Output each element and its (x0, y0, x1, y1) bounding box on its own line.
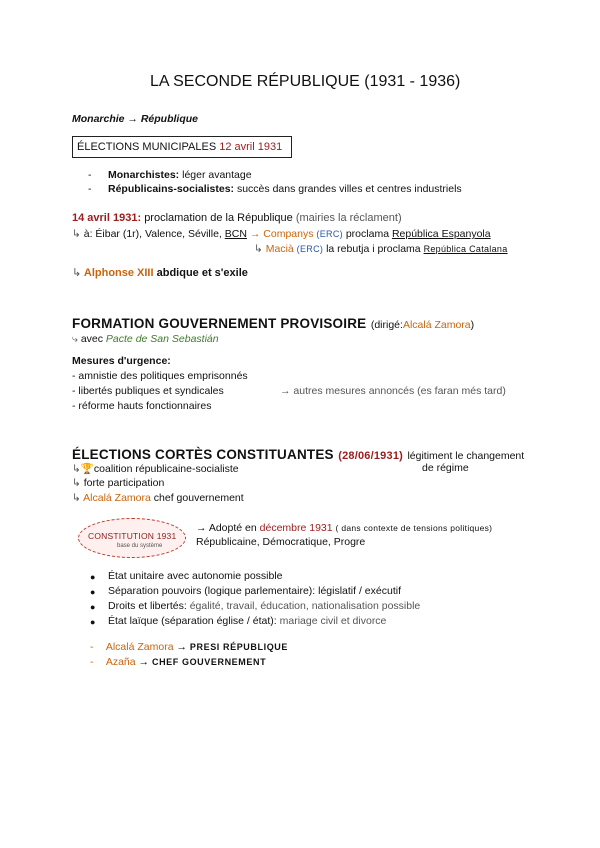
result-term: Républicains-socialistes: (108, 183, 235, 195)
rep-cat-text: República Catalana (423, 244, 508, 254)
leader-name: Alcalá Zamora (105, 641, 174, 653)
pacte-text: Pacte de San Sebastián (105, 333, 219, 345)
trophy-icon: 🏆 (80, 463, 94, 475)
cities-text: à: Éibar (1r), Valence, Séville, (83, 228, 222, 240)
leader-line: - Alcalá Zamora → PRESI RÉPUBLIQUE (90, 641, 289, 653)
bullet-text: État laïque (séparation église / état): (108, 615, 277, 627)
pacte-line (72, 333, 219, 346)
formation-dirige: (dirigé: (370, 319, 403, 331)
adopte-text: → Adopté en (196, 522, 257, 534)
companys-text: Companys (263, 228, 314, 240)
proclamation-line (72, 212, 402, 224)
bullet-icon: ● (90, 602, 96, 612)
proclamation-text: proclamation de la République (144, 212, 293, 224)
qualities-line: Républicaine, Démocratique, Progre (196, 536, 366, 548)
result-term: Monarchistes: (108, 169, 180, 181)
arrow-icon: ↳ (72, 463, 81, 475)
arrow-icon: ↳ (72, 267, 82, 279)
zamora-text: Alcalá Zamora (83, 492, 151, 504)
mesures-side-note: → autres mesures annoncés (es faran més tard) (280, 385, 506, 397)
stamp-sub: base du système (117, 543, 163, 549)
erc-badge: (ERC) (296, 244, 324, 254)
mesure-item: - amnistie des politiques emprisonnés (72, 370, 248, 382)
result-text: succès dans grandes villes et centres industriels (236, 183, 462, 195)
cortes-line (72, 462, 239, 475)
cortes-line (72, 492, 244, 504)
constitution-bullet (108, 600, 420, 612)
subtitle: Monarchie → République (72, 113, 199, 125)
arrow-icon: ↳ (72, 477, 81, 489)
macia-line (254, 243, 508, 255)
chef-text: chef gouvernement (153, 492, 244, 504)
bullet-text: Droits et libertés: (108, 600, 187, 612)
adopte-date: décembre 1931 (259, 522, 333, 534)
bullet-icon: ● (90, 617, 96, 627)
result-text: léger avantage (182, 169, 252, 181)
result-item (108, 183, 462, 195)
leader-role: PRESI RÉPUBLIQUE (189, 642, 289, 652)
mesure-item: - libertés publiques et syndicales (72, 385, 224, 397)
macia-text: Macià (265, 243, 294, 255)
alphonse-name: Alphonse XIII (83, 267, 154, 279)
arrow-icon: ↳ (72, 492, 81, 504)
cortes-date: (28/06/1931) (338, 450, 403, 462)
bullet-extra: égalité, travail, éducation, nationalisation possible (189, 600, 421, 612)
proclamation-date: 14 avril 1931: (72, 212, 142, 224)
proclama-text: la rebutja i proclama (326, 243, 421, 255)
bullet-text: Séparation pouvoirs (logique parlementaire): législatif / exécutif (108, 585, 401, 597)
formation-title: FORMATION GOUVERNEMENT PROVISOIRE (72, 316, 367, 331)
cortes-line-text: coalition républicaine-socialiste (93, 463, 239, 475)
arrow-icon: ↳ (254, 243, 263, 255)
cities-line (72, 228, 491, 240)
constitution-bullet (108, 615, 386, 627)
mesure-item: - réforme hauts fonctionnaires (72, 400, 212, 412)
constitution-bullet (108, 570, 283, 582)
cortes-title: ÉLECTIONS CORTÈS CONSTITUANTES (72, 447, 334, 462)
adopte-context: ( dans contexte de tensions politiques) (335, 523, 493, 533)
leader-line: - Azaña → CHEF GOUVERNEMENT (90, 656, 267, 668)
formation-leader: Alcalá Zamora (402, 319, 471, 331)
cortes-note-2: de régime (422, 462, 469, 474)
bcn-text: BCN (224, 228, 247, 240)
curve-arrow-icon: ⤷ (72, 333, 78, 345)
box-label: ÉLECTIONS MUNICIPALES (77, 141, 217, 153)
leader-name: Azaña (105, 656, 136, 668)
page-title: LA SECONDE RÉPUBLIQUE (1931 - 1936) (150, 73, 461, 90)
mesures-heading: Mesures d'urgence: (72, 355, 171, 367)
leader-role: CHEF GOUVERNEMENT (151, 657, 267, 667)
proclama-text: proclama (345, 228, 390, 240)
arrow-icon: → (249, 228, 261, 240)
stamp-title: CONSTITUTION 1931 (88, 531, 177, 541)
alphonse-line (72, 266, 248, 279)
bullet-extra: mariage civil et divorce (279, 615, 387, 627)
alphonse-text: abdique et s'exile (156, 267, 248, 279)
erc-badge: (ERC) (316, 229, 343, 239)
arrow-icon: ↳ (72, 228, 81, 240)
cortes-line-text: forte participation (83, 477, 165, 489)
bullet-icon: ● (90, 572, 96, 582)
avec-text: avec (80, 333, 103, 345)
proclamation-note: (mairies la réclament) (295, 212, 402, 224)
elections-box (72, 136, 292, 158)
adopte-line (196, 522, 492, 534)
cortes-line (72, 477, 164, 489)
constitution-bullet (108, 585, 401, 597)
bullet-text: État unitaire avec autonomie possible (108, 570, 283, 582)
rep-esp-text: República Espanyola (391, 228, 491, 240)
result-item (108, 169, 252, 181)
bullet-icon: ● (90, 587, 96, 597)
formation-close: ) (470, 319, 475, 331)
box-date: 12 avril 1931 (219, 141, 283, 153)
formation-heading (72, 315, 474, 333)
cortes-note: légitiment le changement (407, 450, 525, 462)
